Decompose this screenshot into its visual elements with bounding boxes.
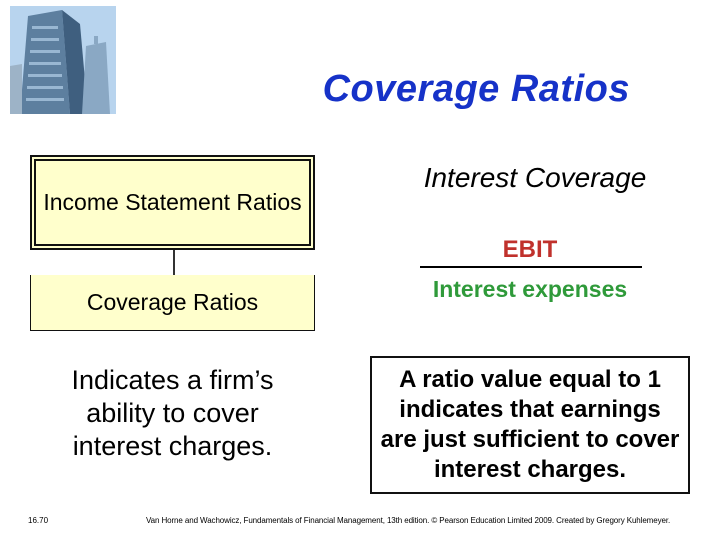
footer-credit: Van Horne and Wachowicz, Fundamentals of Financial Management, 13th edition. © Pearson Education Limited 2009. Created by Gregory Kuhlemeyer.	[146, 516, 671, 525]
coverage-description: Indicates a firm’s ability to cover interest charges.	[71, 365, 274, 461]
slide-title: Coverage Ratios	[322, 68, 630, 110]
ratio-explanation-box: A ratio value equal to 1 indicates that earnings are just sufficient to cover interest charges.	[370, 356, 690, 494]
connector-line	[173, 250, 175, 276]
coverage-ratios-box: Coverage Ratios	[30, 275, 315, 331]
formula-denominator: Interest expenses	[432, 276, 628, 302]
page-number: 16.70	[28, 516, 49, 525]
interest-coverage-heading: Interest Coverage	[423, 162, 647, 193]
formula-numerator: EBIT	[502, 236, 558, 263]
income-statement-ratios-box: Income Statement Ratios	[30, 155, 315, 250]
fraction-line	[420, 266, 642, 268]
